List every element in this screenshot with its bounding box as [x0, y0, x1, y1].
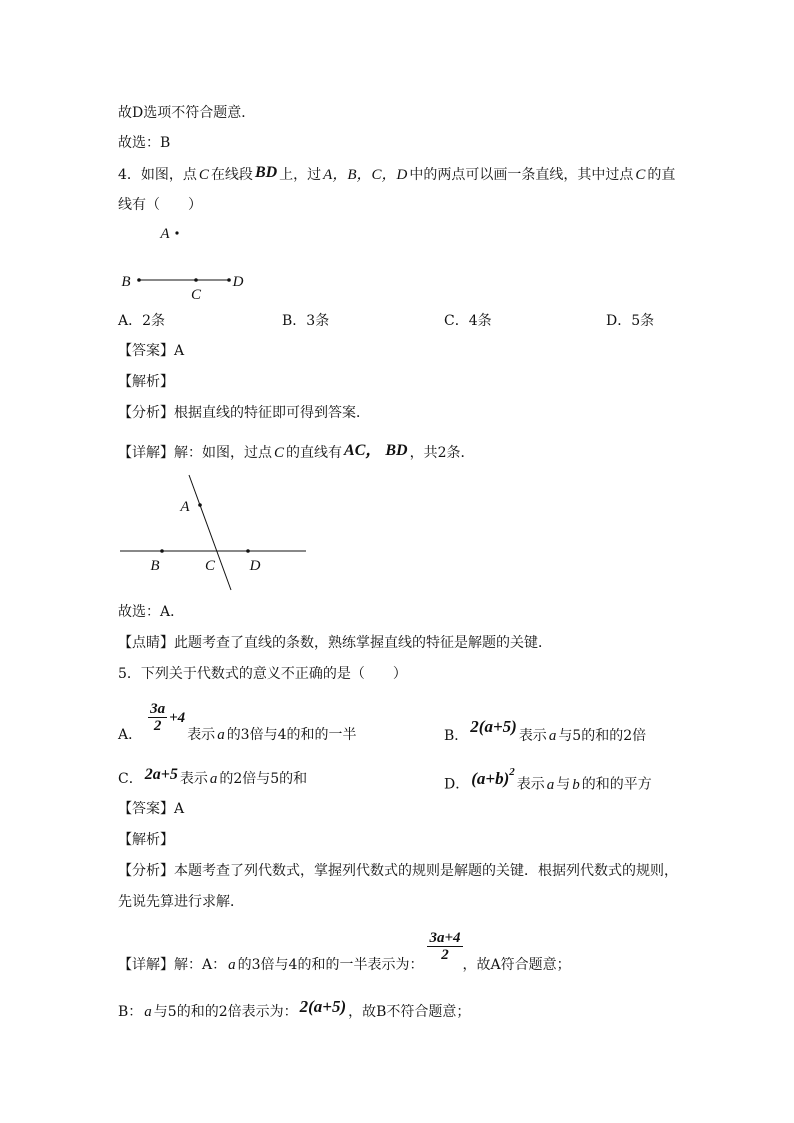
fig2-point-b	[160, 549, 164, 553]
q5-option-d-var-b: b	[572, 776, 580, 793]
fig2-label-a: A	[180, 499, 190, 515]
q4-stem-text-2: 在线段	[210, 167, 253, 183]
fig2-label-c: C	[204, 558, 216, 574]
q4-figure-2	[115, 468, 315, 593]
q5-option-c-var: a	[209, 771, 218, 787]
q5-detail-b	[118, 997, 471, 1021]
fraction-denominator: 2	[441, 947, 449, 963]
q5-option-b	[444, 717, 647, 745]
q5-option-c-label: C．	[118, 771, 143, 787]
fraction-numerator: 3a	[150, 701, 166, 717]
q5-option-c-text-2: 的2倍与5的和	[219, 771, 308, 787]
q5-detail-b-text-1: B：	[118, 1004, 143, 1020]
q5-detail-a-var: a	[228, 957, 236, 973]
q4-var-c: C	[198, 167, 209, 183]
q5-detail-a-expression	[427, 930, 462, 963]
q5-option-a-label: A．	[118, 727, 143, 743]
q4-detail-text-2: 的直线有	[286, 445, 343, 461]
q5-detail-a	[118, 930, 571, 975]
q5-answer: 【答案】A	[118, 801, 185, 817]
q5-option-c	[118, 766, 308, 789]
q5-option-b-expression: 2(a+5)	[470, 717, 517, 736]
q4-option-a: A．2条	[118, 313, 166, 329]
q4-comment: 【点睛】此题考查了直线的条数，熟练掌握直线的特征是解题的关键．	[118, 635, 552, 651]
q5-detail-b-text-2: 与5的和的2倍表示为：	[153, 1004, 298, 1020]
q4-detail-line-bd: BD	[385, 442, 408, 459]
q5-option-c-expression: 2a+5	[144, 766, 178, 783]
q5-option-a-expression	[148, 701, 187, 734]
q4-choice: 故选：A．	[118, 604, 185, 620]
q5-option-a-text-1: 表示	[187, 727, 216, 743]
q4-detail	[118, 443, 475, 463]
q4-detail-text-1: 【详解】解：如图，过点	[118, 445, 272, 461]
q5-solution-title: 【解析】	[118, 832, 174, 848]
q5-detail-a-fraction	[427, 930, 462, 963]
q4-solution-title: 【解析】	[118, 374, 174, 390]
q5-detail-a-text-2: 的3倍与4的和的一半表示为：	[237, 957, 424, 973]
q4-detail-line-ac: AC，	[344, 442, 382, 459]
q4-answer: 【答案】A	[118, 343, 185, 359]
prev-conclusion: 故D选项不符合题意．	[118, 105, 256, 121]
q4-analysis: 【分析】根据直线的特征即可得到答案．	[118, 405, 370, 421]
fig1-point-d	[227, 278, 231, 282]
fig2-label-d: D	[249, 558, 261, 574]
fig2-point-a	[198, 503, 202, 507]
q5-detail-b-expression: 2(a+5)	[299, 997, 347, 1016]
q5-detail-b-var: a	[144, 1004, 152, 1020]
q5-option-b-text-2: 与5的和的2倍	[558, 728, 647, 744]
q4-stem-line-2: 线有（ ）	[118, 197, 202, 213]
q4-points: A，B，C，D	[323, 167, 408, 183]
fig1-point-c	[194, 278, 198, 282]
q5-option-d-text-3: 的和的平方	[581, 776, 652, 793]
q4-var-c-2: C	[635, 167, 646, 183]
fig1-label-a: A	[160, 226, 170, 242]
q5-option-d-label: D．	[444, 776, 470, 793]
q4-stem-text-1: 4．如图，点	[118, 167, 197, 183]
fig2-point-d	[246, 549, 250, 553]
q5-option-d-exponent: 2	[509, 766, 515, 778]
q5-detail-b-text-3: ，故B不符合题意；	[348, 1004, 471, 1020]
q5-option-d-base: (a+b)	[471, 768, 510, 788]
q5-option-b-var: a	[548, 728, 557, 744]
q4-segment-bd: BD	[254, 164, 278, 181]
q5-option-a-fraction	[148, 701, 167, 734]
q5-option-b-text-1: 表示	[518, 728, 547, 744]
q5-option-d-text-2: 与	[556, 776, 571, 793]
q5-option-c-text-1: 表示	[179, 771, 208, 787]
q5-option-b-label: B．	[444, 728, 469, 744]
fig1-label-d: D	[232, 274, 244, 290]
fig1-point-b	[137, 278, 141, 282]
q4-figure-1	[110, 220, 260, 310]
q5-option-d	[444, 766, 652, 793]
q5-detail-a-text-3: ，故A符合题意；	[462, 957, 571, 973]
q5-option-a-text-2: 的3倍与4的和的一半	[226, 727, 357, 743]
q5-stem: 5．下列关于代数式的意义不正确的是（ ）	[118, 666, 407, 682]
fig1-label-b: B	[121, 274, 131, 290]
fraction-numerator: 3a+4	[429, 930, 461, 946]
q5-detail-a-text-1: 【详解】解：A：	[118, 957, 227, 973]
q4-stem-text-4: 中的两点可以画一条直线，其中过点	[409, 167, 634, 183]
prev-choice: 故选：B	[118, 135, 171, 151]
q4-option-d: D．5条	[606, 313, 655, 329]
q4-stem-text-3: 上，过	[279, 167, 322, 183]
q4-option-c: C．4条	[444, 313, 492, 329]
fig1-point-a	[175, 231, 178, 234]
q5-analysis-line-2: 先说先算进行求解．	[118, 894, 244, 910]
q5-option-a	[118, 701, 357, 745]
q5-option-d-var-a: a	[546, 776, 555, 793]
q4-stem-text-5: 的直	[647, 167, 676, 183]
q5-option-a-var: a	[217, 727, 225, 743]
fig1-label-c: C	[190, 287, 202, 303]
q5-analysis-line-1: 【分析】本题考查了列代数式，掌握列代数式的规则是解题的关键．根据列代数式的规则，	[118, 863, 678, 879]
q5-option-d-expression	[469, 766, 517, 788]
q5-option-d-text-1: 表示	[516, 776, 545, 793]
q4-detail-text-3: ，共2条．	[409, 445, 475, 461]
q4-option-b: B．3条	[282, 313, 330, 329]
q4-detail-var-c: C	[274, 445, 285, 461]
q5-option-a-plus-four: +4	[169, 709, 186, 726]
fig2-label-b: B	[150, 558, 160, 574]
q4-stem-line-1	[118, 165, 675, 185]
fraction-denominator: 2	[153, 718, 162, 734]
